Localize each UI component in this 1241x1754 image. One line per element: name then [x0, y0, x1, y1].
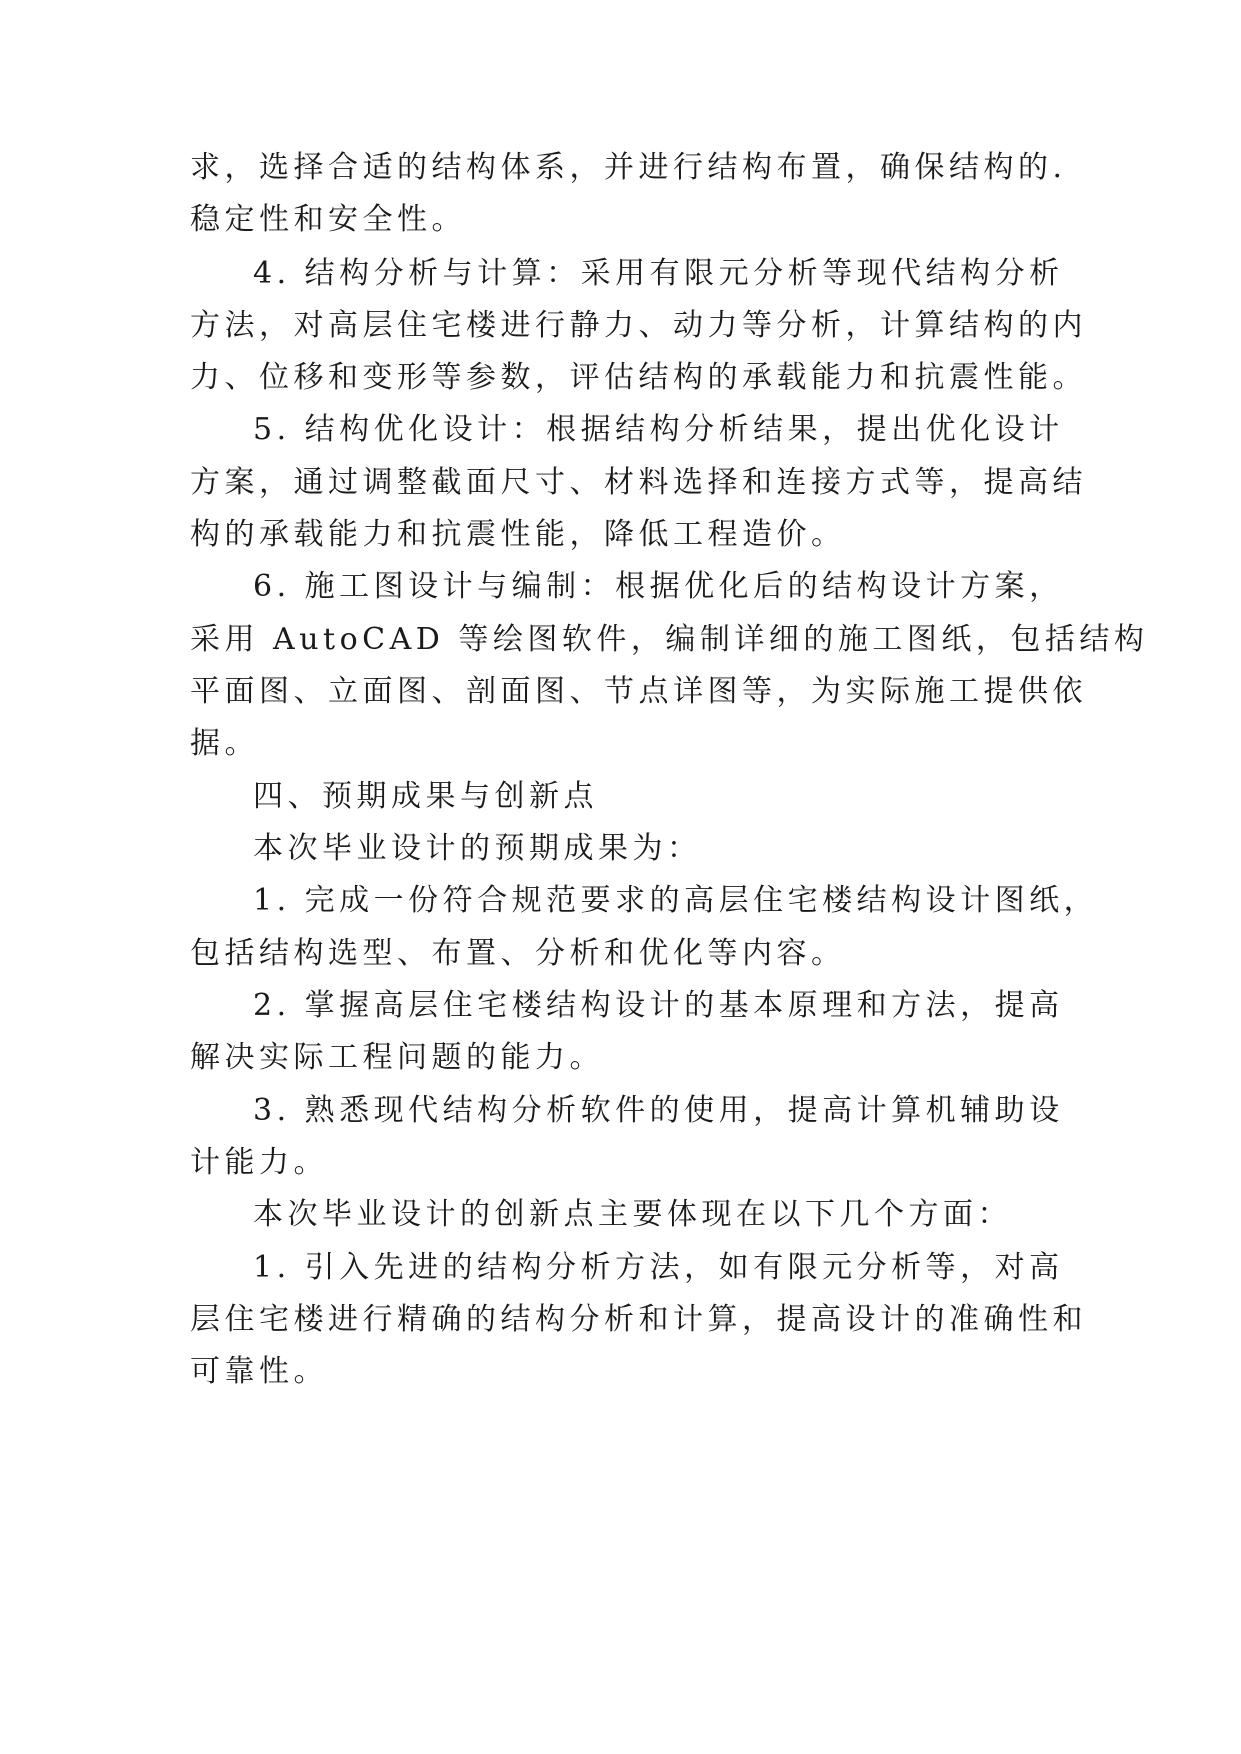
text-line: 方法，对高层住宅楼进行静力、动力等分析，计算结构的内 [190, 308, 1087, 343]
text-line: 可靠性。 [190, 1354, 328, 1389]
text-line: 2. 掌握高层住宅楼结构设计的基本原理和方法，提高 [253, 988, 1064, 1023]
text-line: 平面图、立面图、剖面图、节点详图等，为实际施工提供依 [190, 674, 1087, 709]
text-line: 5. 结构优化设计：根据结构分析结果，提出优化设计 [253, 412, 1064, 447]
text-line: 方案，通过调整截面尺寸、材料选择和连接方式等，提高结 [190, 465, 1087, 500]
text-line: 计能力。 [190, 1145, 328, 1180]
text-line: 求，选择合适的结构体系，并进行结构布置，确保结构的. [190, 150, 1067, 185]
text-line: 本次毕业设计的预期成果为： [253, 831, 702, 866]
text-line: 本次毕业设计的创新点主要体现在以下几个方面： [253, 1197, 1012, 1232]
text-line: 包括结构选型、布置、分析和优化等内容。 [190, 936, 846, 971]
text-line: 力、位移和变形等参数，评估结构的承载能力和抗震性能。 [190, 360, 1087, 395]
text-line: 1. 引入先进的结构分析方法，如有限元分析等，对高 [253, 1250, 1064, 1285]
text-line: 层住宅楼进行精确的结构分析和计算，提高设计的准确性和 [190, 1302, 1087, 1337]
text-line: 构的承载能力和抗震性能，降低工程造价。 [190, 517, 846, 552]
text-line: 采用 AutoCAD 等绘图软件，编制详细的施工图纸，包括结构 [190, 622, 1149, 657]
text-line: 6. 施工图设计与编制：根据优化后的结构设计方案， [253, 569, 1064, 604]
text-line: 据。 [190, 726, 259, 761]
text-line: 4. 结构分析与计算：采用有限元分析等现代结构分析 [253, 256, 1064, 291]
text-line: 1. 完成一份符合规范要求的高层住宅楼结构设计图纸， [253, 883, 1099, 918]
text-line: 解决实际工程问题的能力。 [190, 1040, 604, 1075]
section-heading: 四、预期成果与创新点 [253, 779, 598, 814]
text-line: 3. 熟悉现代结构分析软件的使用，提高计算机辅助设 [253, 1093, 1064, 1128]
text-line: 稳定性和安全性。 [190, 202, 466, 237]
